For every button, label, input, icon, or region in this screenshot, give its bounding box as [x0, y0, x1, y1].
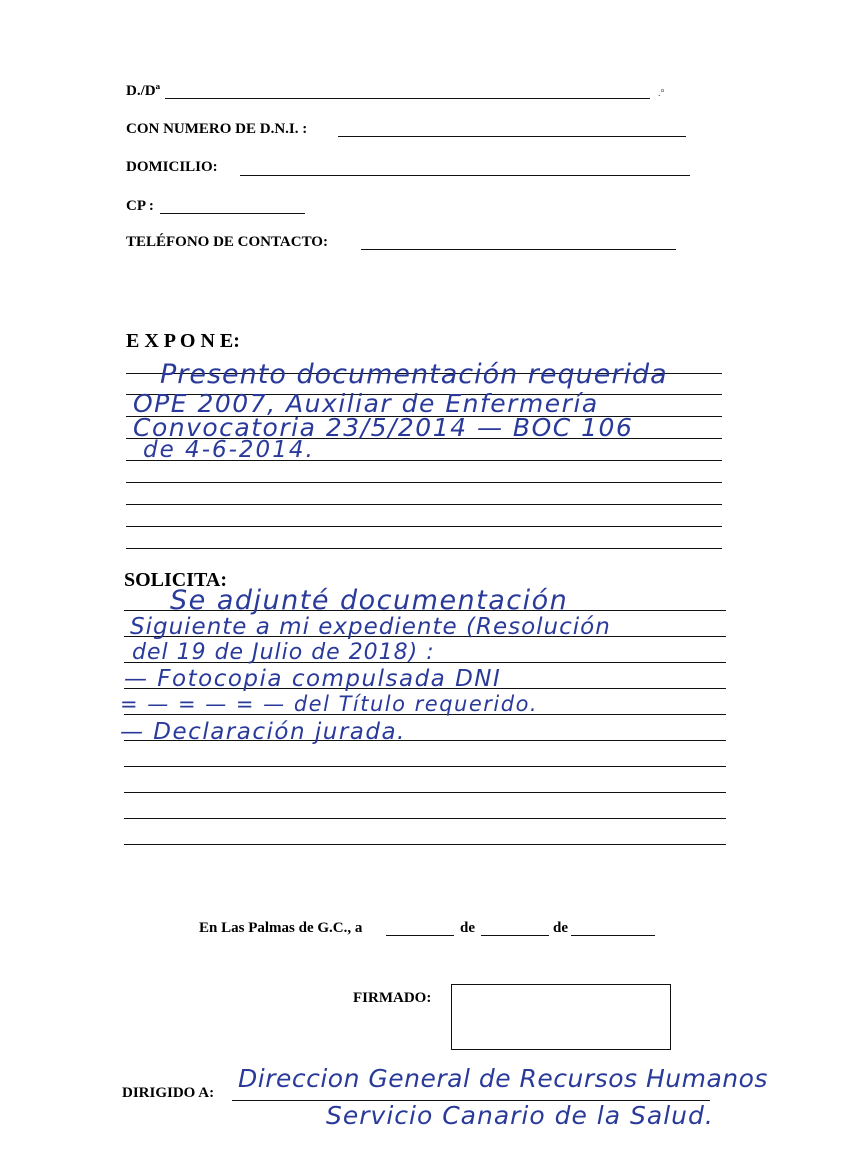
solicita-line[interactable]	[124, 766, 726, 767]
addressee-handwriting-line: Servicio Canario de la Salud.	[326, 1101, 714, 1130]
signature-box[interactable]	[451, 984, 671, 1050]
addressee-handwriting-line: Direccion General de Recursos Humanos	[238, 1064, 768, 1093]
solicita-heading: SOLICITA:	[124, 569, 227, 591]
solicita-handwriting-line: — Fotocopia compulsada DNI	[124, 666, 502, 692]
cp-field[interactable]	[160, 213, 305, 214]
address-label: DOMICILIO:	[126, 159, 218, 175]
date-day-field[interactable]	[386, 935, 454, 936]
stray-mark: .°	[658, 88, 665, 99]
signature-label: FIRMADO:	[353, 990, 432, 1006]
date-month-field[interactable]	[481, 935, 549, 936]
address-field[interactable]	[240, 175, 690, 176]
expone-line[interactable]	[126, 526, 722, 527]
solicita-handwriting-line: — Declaración jurada.	[120, 719, 406, 745]
dni-label: CON NUMERO DE D.N.I. :	[126, 121, 308, 137]
dni-field[interactable]	[338, 136, 686, 137]
solicita-handwriting-line: Siguiente a mi expediente (Resolución	[130, 614, 611, 640]
expone-handwriting-line: OPE 2007, Auxiliar de Enfermería	[133, 389, 599, 418]
solicita-line[interactable]	[124, 844, 726, 845]
expone-handwriting-line: Presento documentación requerida	[160, 359, 668, 390]
solicita-handwriting-line: Se adjunté documentación	[170, 585, 569, 616]
solicita-handwriting-line: del 19 de Julio de 2018) :	[132, 640, 435, 665]
solicita-line[interactable]	[124, 792, 726, 793]
date-prefix: En Las Palmas de G.C., a	[199, 920, 363, 936]
solicita-handwriting-line: = — = — = — del Título requerido.	[120, 692, 539, 716]
name-field[interactable]	[165, 98, 650, 99]
phone-label: TELÉFONO DE CONTACTO:	[126, 234, 328, 250]
phone-field[interactable]	[361, 249, 676, 250]
date-de-2: de	[553, 920, 568, 936]
expone-handwriting-line: de 4-6-2014.	[143, 437, 315, 463]
addressee-label: DIRIGIDO A:	[122, 1085, 215, 1101]
expone-line[interactable]	[126, 504, 722, 505]
expone-handwriting-line: Convocatoria 23/5/2014 — BOC 106	[133, 413, 634, 442]
name-label: D./Dª	[126, 83, 161, 99]
expone-heading: E X P O N E:	[126, 330, 240, 352]
solicita-line[interactable]	[124, 818, 726, 819]
expone-line[interactable]	[126, 482, 722, 483]
date-year-field[interactable]	[571, 935, 655, 936]
cp-label: CP :	[126, 198, 154, 214]
date-de-1: de	[460, 920, 475, 936]
expone-line[interactable]	[126, 548, 722, 549]
